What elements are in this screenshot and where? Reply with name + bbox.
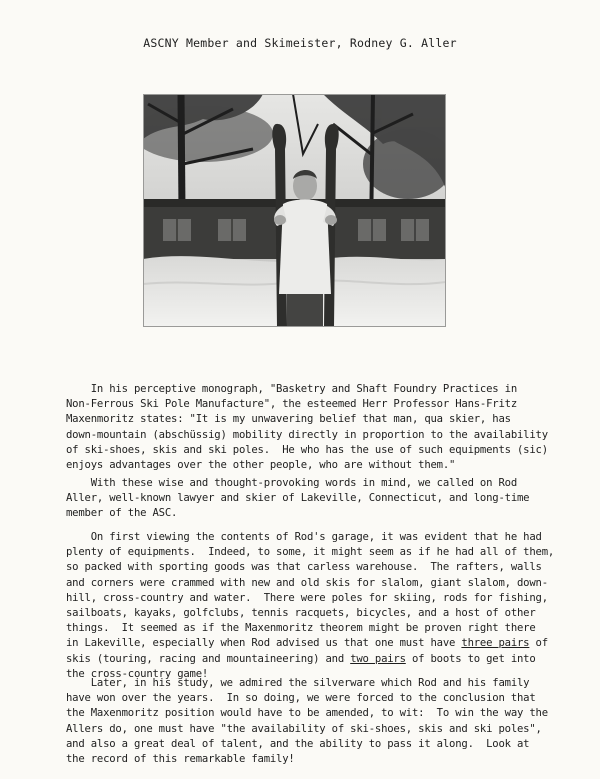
underlined-text: two pairs [350, 652, 406, 665]
text-line: Later, in his study, we admired the silverware which Rod and his family [66, 677, 530, 689]
text-line: hill, cross-country and water. There were poles for skiing, rods for fishing, [66, 591, 548, 604]
page-title: ASCNY Member and Skimeister, Rodney G. Aller [143, 36, 457, 50]
text-line: member of the ASC. [66, 507, 178, 520]
text-line: the record of this remarkable family! [66, 753, 295, 766]
text-line: enjoys advantages over the other people, who are without them." [66, 459, 456, 472]
text-line: Allers do, one must have "the availability of ski-shoes, skis and ski poles", [66, 722, 542, 735]
text-line: Non-Ferrous Ski Pole Manufacture", the esteemed Herr Professor Hans-Fritz [66, 398, 517, 411]
portrait-photo [143, 94, 446, 327]
text-span: of [529, 637, 548, 650]
paragraph-1 [66, 382, 570, 473]
text-line: things. It seemed as if the Maxenmoritz theorem might be proven right there [66, 622, 536, 635]
text-line: plenty of equipments. Indeed, to some, it might seem as if he had all of them, [66, 546, 555, 559]
text-span: in Lakeville, especially when Rod advised us that one must have [66, 637, 462, 650]
text-line: down-mountain (abschüssig) mobility directly in proportion to the availability [66, 428, 548, 441]
paragraph-2 [66, 476, 570, 522]
text-line: With these wise and thought-provoking words in mind, we called on Rod [66, 477, 517, 489]
text-line: of ski-shoes, skis and ski poles. He who has the use of such equipments (sic) [66, 443, 548, 456]
text-line: sailboats, kayaks, golfclubs, tennis racquets, bicycles, and a host of other [66, 607, 536, 620]
text-line: Aller, well-known lawyer and skier of Lakeville, Connecticut, and long-time [66, 492, 530, 505]
photo-illustration [143, 94, 446, 327]
text-line: On first viewing the contents of Rod's garage, it was evident that he had [66, 531, 542, 543]
text-line: and corners were crammed with new and old skis for slalom, giant slalom, down- [66, 576, 548, 589]
underlined-text: three pairs [461, 637, 530, 650]
paragraph-4 [66, 676, 570, 767]
text-line: Maxenmoritz states: "It is my unwavering belief that man, qua skier, has [66, 413, 511, 426]
text-line: so packed with sporting goods was that carless warehouse. The rafters, walls [66, 561, 542, 574]
text-line [66, 636, 570, 651]
paragraph-3 [66, 530, 570, 682]
text-span: of boots to get into [405, 652, 536, 665]
text-line: In his perceptive monograph, "Basketry and Shaft Foundry Practices in [66, 383, 517, 395]
text-line: the cross-country game! [66, 667, 209, 680]
text-line: and also a great deal of talent, and the ability to pass it along. Look at [66, 737, 530, 750]
text-line: the Maxenmoritz position would have to be amended, to wit: To win the way the [66, 707, 548, 720]
text-line: have won over the years. In so doing, we were forced to the conclusion that [66, 692, 536, 705]
text-line [66, 652, 570, 667]
text-span: skis (touring, racing and mountaineering) and [66, 652, 351, 665]
